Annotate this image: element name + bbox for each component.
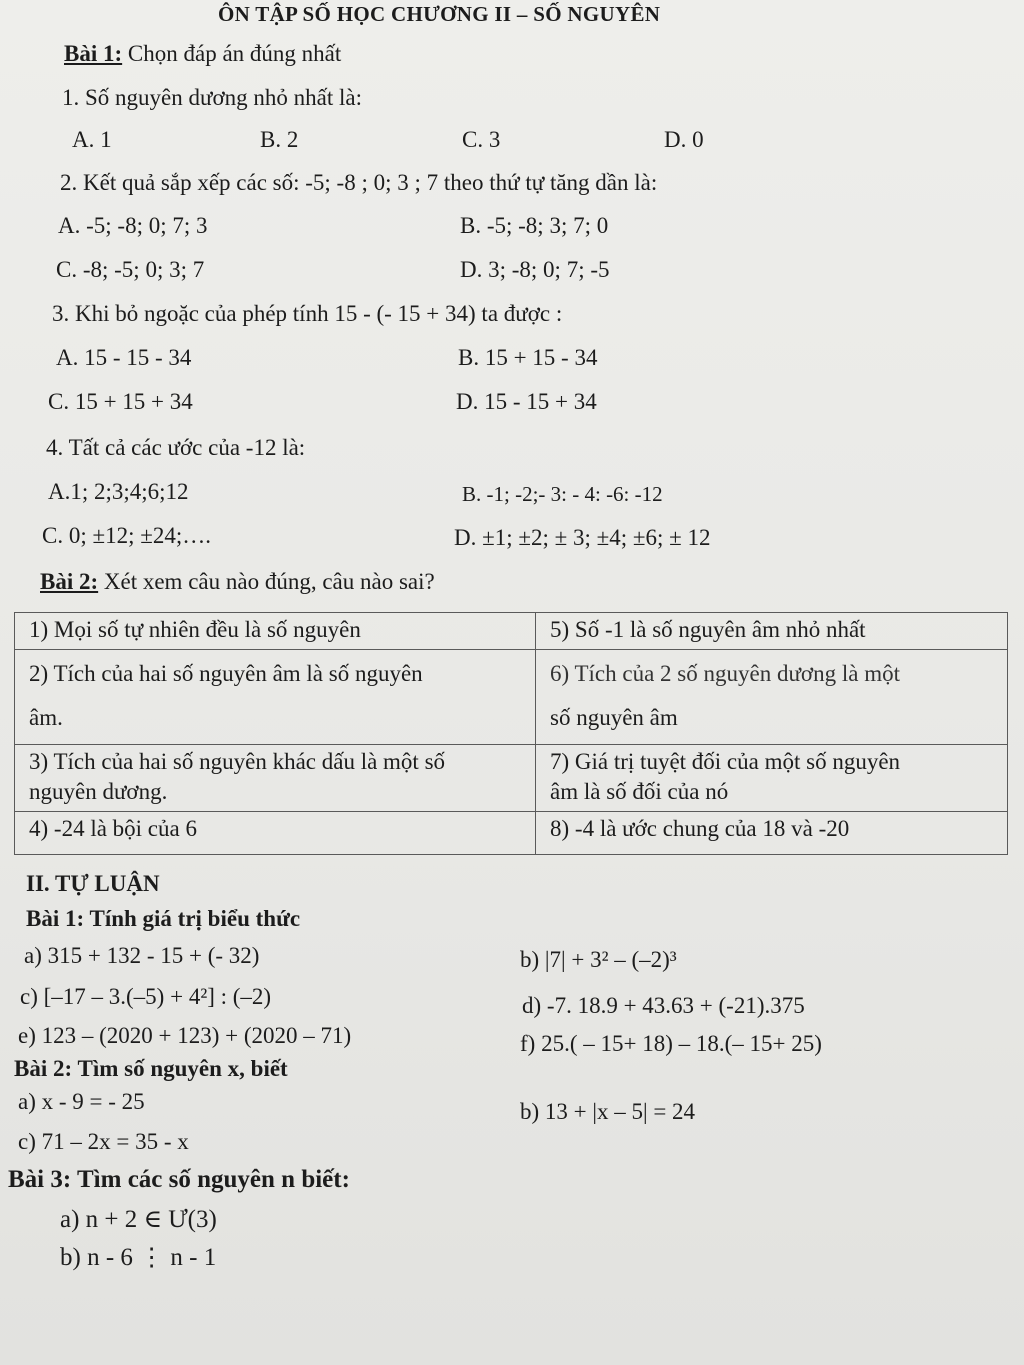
essay-heading: II. TỰ LUẬN [26,871,160,896]
table-cell [536,650,1008,745]
essay-b2-c: c) 71 – 2x = 35 - x [18,1129,189,1154]
q1-option-d: D. 0 [664,127,704,152]
q1-option-b: B. 2 [260,127,299,152]
q1-text: 1. Số nguyên dương nhỏ nhất là: [62,85,362,110]
part1-heading [64,40,341,68]
essay-b1-e: e) 123 – (2020 + 123) + (2020 – 71) [18,1023,352,1048]
q2-option-d: D. 3; -8; 0; 7; -5 [460,257,610,282]
q3-text: 3. Khi bỏ ngoặc của phép tính 15 - (- 15 + 34) ta được : [52,301,563,326]
statement-3-line2: nguyên dương. [29,779,168,804]
statement-6-line1: 6) Tích của 2 số nguyên dương là một [550,661,900,686]
table-cell [536,745,1008,812]
statement-7-line1: 7) Giá trị tuyệt đối của một số nguyên [550,749,901,774]
statement-2-line1: 2) Tích của hai số nguyên âm là số nguyên [29,661,423,686]
statement-3-line1: 3) Tích của hai số nguyên khác dấu là một số [29,749,446,774]
essay-b1-c: c) [–17 – 3.(–5) + 4²] : (–2) [20,984,272,1009]
q4-option-c: C. 0; ±12; ±24;…. [42,523,212,548]
q4-option-d: D. ±1; ±2; ± 3; ±4; ±6; ± 12 [454,525,711,550]
part2-heading-rest: Xét xem câu nào đúng, câu nào sai? [98,569,435,594]
essay-b3-b: b) n - 6 ⋮ n - 1 [60,1244,217,1271]
q1-option-c: C. 3 [462,127,501,152]
statement-4: 4) -24 là bội của 6 [29,816,197,841]
q2-option-b: B. -5; -8; 3; 7; 0 [460,213,609,238]
essay-b2-b: b) 13 + |x – 5| = 24 [520,1099,696,1124]
essay-b1-d: d) -7. 18.9 + 43.63 + (-21).375 [522,993,805,1018]
q4-option-a: A.1; 2;3;4;6;12 [48,479,189,504]
essay-b3-heading [8,1166,350,1194]
table-cell [15,650,536,745]
table-cell [15,812,536,855]
q1-option-a: A. 1 [72,127,112,152]
statement-1: 1) Mọi số tự nhiên đều là số nguyên [29,617,361,642]
statement-6-line2: số nguyên âm [550,705,678,730]
q4-text: 4. Tất cả các ước của -12 là: [46,435,306,460]
table-cell [536,812,1008,855]
essay-b1-f: f) 25.( – 15+ 18) – 18.(– 15+ 25) [520,1031,822,1056]
table-row [15,745,1008,812]
table-cell [15,745,536,812]
table-row [15,812,1008,855]
part1-heading-rest: Chọn đáp án đúng nhất [122,41,342,66]
essay-b2-heading: Bài 2: Tìm số nguyên x, biết [14,1056,288,1081]
q2-option-c: C. -8; -5; 0; 3; 7 [56,257,205,282]
essay-b3-a: a) n + 2 ∈ Ư(3) [60,1206,217,1233]
q3-option-c: C. 15 + 15 + 34 [48,389,193,414]
statement-7-line2: âm là số đối của nó [550,779,729,804]
q3-option-a: A. 15 - 15 - 34 [56,345,192,370]
essay-b1-a: a) 315 + 132 - 15 + (- 32) [24,943,260,968]
table-row [15,650,1008,745]
q3-option-b: B. 15 + 15 - 34 [458,345,598,370]
q2-text: 2. Kết quả sắp xếp các số: -5; -8 ; 0; 3 ; 7 theo thứ tự tăng dần là: [60,170,658,195]
essay-b1-b: b) |7| + 3² – (–2)³ [520,947,677,972]
true-false-table [14,612,1008,855]
table-cell [15,613,536,650]
q3-option-d: D. 15 - 15 + 34 [456,389,597,414]
essay-b3-heading-text: Bài 3: Tìm các số nguyên n biết: [8,1166,350,1193]
table-cell [536,613,1008,650]
part2-heading [40,568,435,596]
statement-2-line2: âm. [29,705,63,730]
part2-heading-label: Bài 2: [40,569,99,594]
essay-b2-a: a) x - 9 = - 25 [18,1089,145,1114]
q4-option-b: B. -1; -2;- 3: - 4: -6: -12 [462,482,663,506]
statement-5: 5) Số -1 là số nguyên âm nhỏ nhất [550,617,866,642]
essay-b1-heading: Bài 1: Tính giá trị biểu thức [26,906,301,931]
page-title: ÔN TẬP SỐ HỌC CHƯƠNG II – SỐ NGUYÊN [218,2,661,26]
statement-8: 8) -4 là ước chung của 18 và -20 [550,816,850,841]
table-row [15,613,1008,650]
part1-heading-label: Bài 1: [64,41,123,66]
q2-option-a: A. -5; -8; 0; 7; 3 [58,213,208,238]
